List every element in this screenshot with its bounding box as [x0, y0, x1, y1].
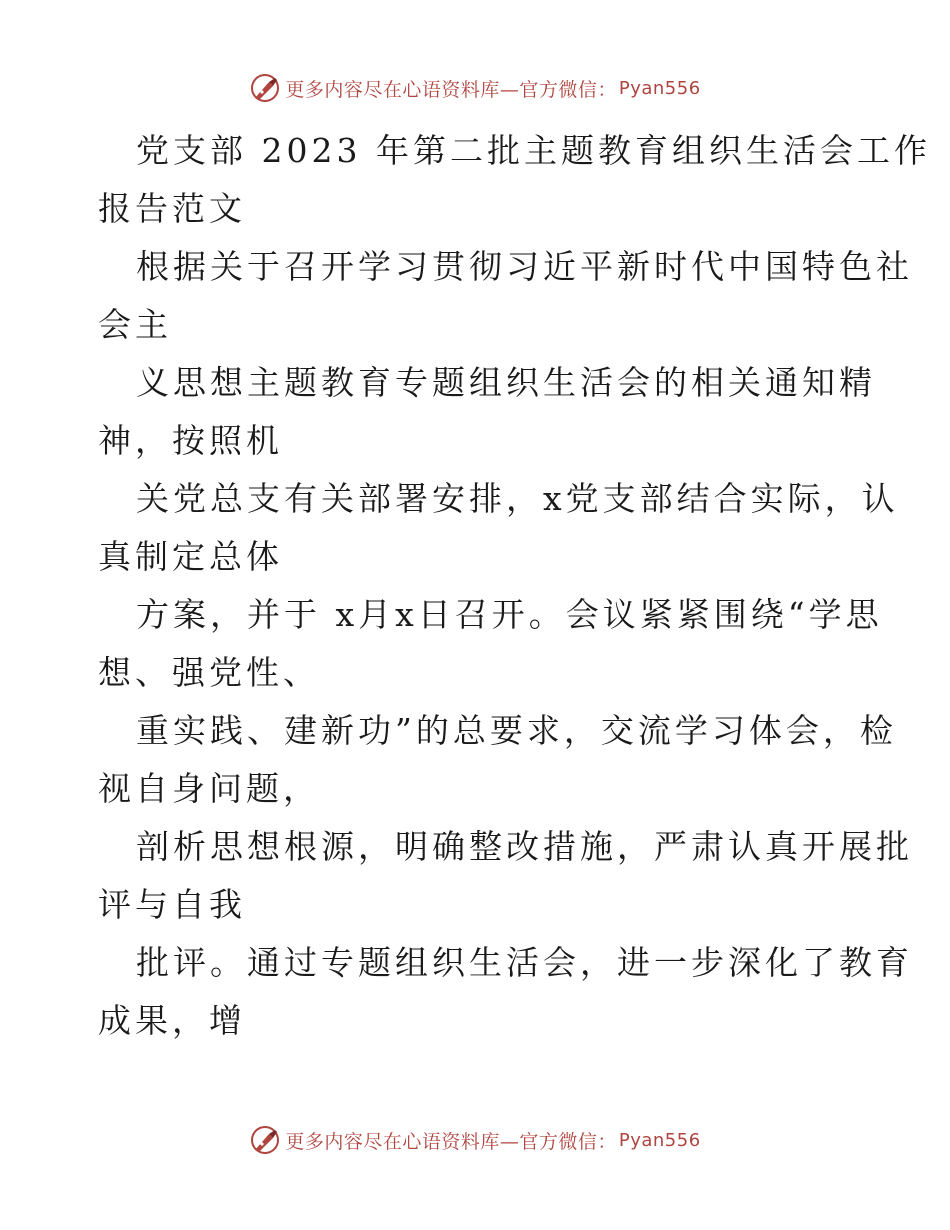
watermark-text: 更多内容尽在心语资料库—官方微信：: [285, 78, 617, 101]
text-line: 关党总支有关部署安排，x党支部结合实际，认: [136, 479, 899, 518]
text-line: 真制定总体: [98, 537, 283, 576]
text-line: 想、强党性、: [98, 653, 320, 692]
watermark-wechat-id: Pyan556: [618, 77, 701, 99]
text-line: 党支部 2023 年第二批主题教育组织生活会工作: [136, 131, 931, 170]
text-line: 根据关于召开学习贯彻习近平新时代中国特色社: [136, 247, 913, 286]
footer-watermark: [0, 1124, 950, 1156]
watermark-text: 更多内容尽在心语资料库—官方微信：: [285, 1130, 617, 1153]
pen-nib-logo-icon: [249, 72, 281, 104]
text-line: 成果，增: [98, 1001, 246, 1040]
text-line: 剖析思想根源，明确整改措施，严肃认真开展批: [136, 827, 913, 866]
watermark-wechat-id: Pyan556: [618, 1129, 701, 1151]
text-line: 义思想主题教育专题组织生活会的相关通知精: [136, 363, 876, 402]
pen-nib-logo-icon: [249, 1124, 281, 1156]
text-line: 批评。通过专题组织生活会，进一步深化了教育: [136, 943, 913, 982]
text-line: 视自身问题，: [98, 769, 320, 808]
text-line: 会主: [98, 305, 172, 344]
text-line: 重实践、建新功”的总要求，交流学习体会，检: [136, 711, 897, 750]
document-body: [98, 122, 931, 1050]
header-watermark: [0, 72, 950, 104]
text-line: 神，按照机: [98, 421, 283, 460]
text-line: 评与自我: [98, 885, 246, 924]
text-line: 方案，并于 x月x日召开。会议紧紧围绕“学思: [136, 595, 883, 634]
text-line: 报告范文: [98, 189, 246, 228]
